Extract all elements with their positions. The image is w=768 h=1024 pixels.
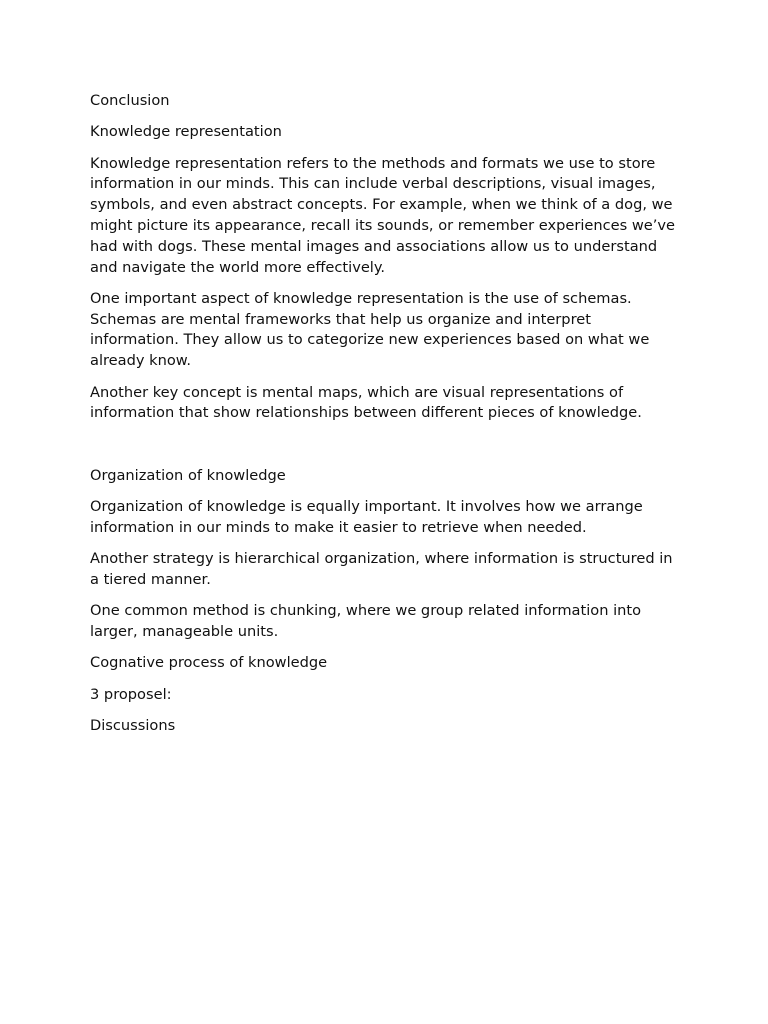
- document-page: [90, 91, 680, 747]
- heading-cognative-process: Cognative process of knowledge: [90, 654, 328, 672]
- paragraph-knowledge-representation-3: Another key concept is mental maps, which are visual representations of information that show relationships between different pieces of knowledge.: [90, 383, 642, 422]
- heading-conclusion: Conclusion: [90, 92, 170, 109]
- heading-discussions: Discussions: [90, 716, 176, 734]
- heading-organization-of-knowledge: Organization of knowledge: [90, 466, 286, 484]
- heading-knowledge-representation: Knowledge representation: [90, 123, 282, 141]
- paragraph-knowledge-representation-2: One important aspect of knowledge representation is the use of schemas. Schemas are mental frameworks that help us organize and interpret information. They allow us to categorize new experiences based on what we already know.: [90, 289, 650, 370]
- paragraph-organization-1: Organization of knowledge is equally important. It involves how we arrange information in our minds to make it easier to retrieve when needed.: [90, 497, 643, 536]
- paragraph-knowledge-representation-1: Knowledge representation refers to the methods and formats we use to store information in our minds. This can include verbal descriptions, visual images, symbols, and even abstract concepts. For example, when we think of a dog, we might picture its appearance, recall its sounds, or remember experiences we’ve had with dogs. These mental images and associations allow us to understand and navigate the world more effectively.: [90, 154, 676, 276]
- paragraph-organization-2: Another strategy is hierarchical organization, where information is structured in a tiered manner.: [90, 550, 673, 588]
- blank-line: [90, 435, 680, 466]
- paragraph-organization-3: One common method is chunking, where we group related information into larger, manageable units.: [90, 602, 642, 640]
- heading-proposel: 3 proposel:: [90, 685, 172, 703]
